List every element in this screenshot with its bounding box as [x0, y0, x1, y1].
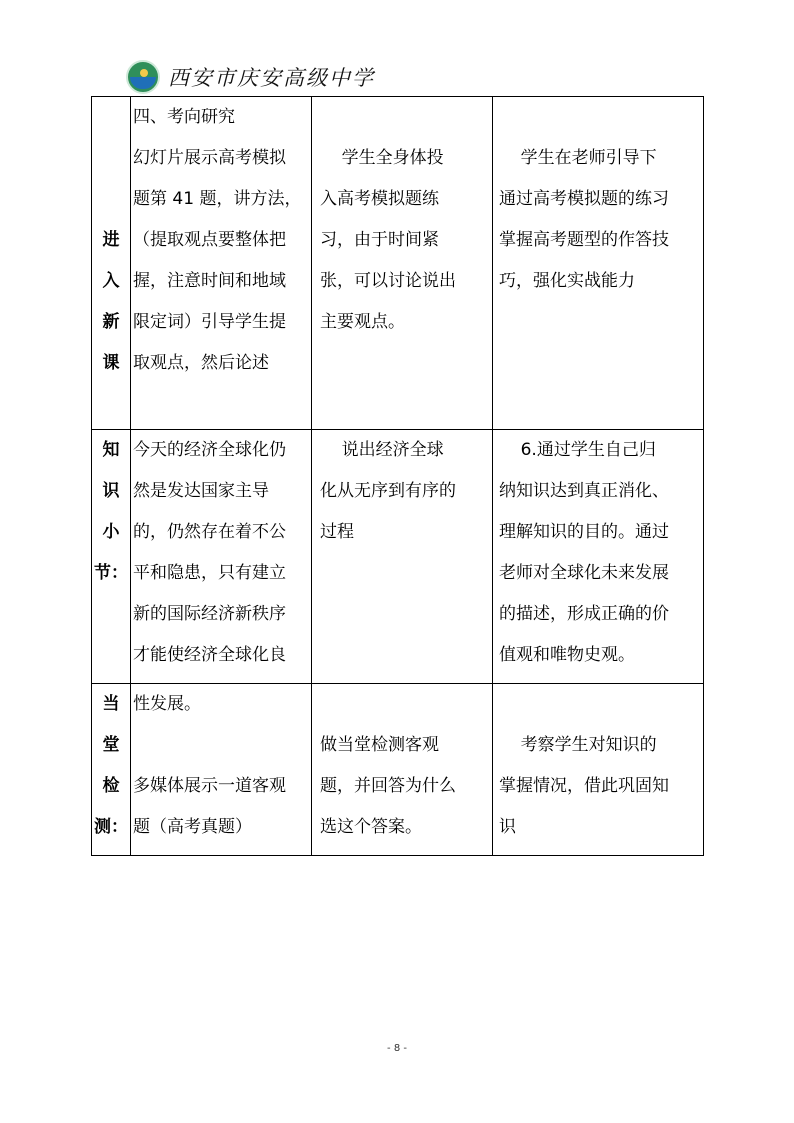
row-label-char: 入: [102, 271, 120, 291]
table-row: [92, 97, 704, 430]
cell-text-line: [131, 725, 311, 766]
cell-text-line: [312, 684, 492, 725]
cell-text-line: [493, 684, 703, 725]
row-label-char: 知: [102, 440, 120, 460]
cell-text-line: 老师对全球化未来发展: [499, 563, 669, 583]
cell-col2: [312, 97, 493, 430]
cell-col2: [312, 684, 493, 856]
cell-col1: [131, 684, 312, 856]
cell-text-line: 幻灯片展示高考模拟: [133, 148, 286, 168]
cell-text-line: 然是发达国家主导: [133, 481, 269, 501]
page-number: - 8 -: [387, 1043, 407, 1054]
cell-text-line: 学生全身体投: [320, 148, 444, 168]
cell-text-line: 题，并回答为什么: [320, 776, 456, 796]
cell-text-line: 过程: [320, 522, 354, 542]
row-label-char: 课: [102, 353, 120, 373]
cell-text-line: 握，注意时间和地域: [133, 271, 286, 291]
cell-text-line: 6.通过学生自己归: [499, 440, 656, 460]
school-logo-icon: [126, 60, 160, 94]
row-label-char: 堂: [102, 735, 120, 755]
table-row: [92, 684, 704, 856]
cell-text-line: 今天的经济全球化仍: [133, 440, 286, 460]
cell-text-line: 掌握情况，借此巩固知: [499, 776, 669, 796]
cell-col3: [493, 684, 704, 856]
cell-text-line: 主要观点。: [320, 312, 405, 332]
row-label-char: 当: [102, 694, 120, 714]
row-label-char: 识: [102, 481, 120, 501]
row-label: [92, 684, 131, 856]
cell-col3: [493, 430, 704, 684]
school-name: 西安市庆安高级中学: [168, 66, 375, 90]
cell-text-line: 考察学生对知识的: [499, 735, 657, 755]
row-label-char: 进: [102, 230, 120, 250]
cell-text-line: 做当堂检测客观: [320, 735, 439, 755]
cell-text-line: 四、考向研究: [133, 107, 235, 127]
cell-text-line: 平和隐患，只有建立: [133, 563, 286, 583]
cell-text-line: 入高考模拟题练: [320, 189, 439, 209]
row-label-char: 小: [102, 522, 120, 542]
cell-text-line: 的，仍然存在着不公: [133, 522, 286, 542]
cell-text-line: [312, 97, 492, 138]
cell-text-line: 多媒体展示一道客观: [133, 776, 286, 796]
row-label-char: 节：: [94, 563, 128, 583]
cell-text-line: 题第 41 题，讲方法，: [133, 189, 302, 209]
cell-text-line: 掌握高考题型的作答技: [499, 230, 669, 250]
page-header: [126, 60, 375, 94]
cell-text-line: 化从无序到有序的: [320, 481, 456, 501]
cell-col3: [493, 97, 704, 430]
cell-text-line: 题（高考真题）: [133, 817, 252, 837]
cell-text-line: 识: [499, 817, 516, 837]
cell-text-line: 巧，强化实战能力: [499, 271, 635, 291]
cell-col2: [312, 430, 493, 684]
cell-text-line: 选这个答案。: [320, 817, 422, 837]
cell-text-line: 性发展。: [133, 694, 201, 714]
cell-text-line: 理解知识的目的。通过: [499, 522, 669, 542]
row-label-char: 新: [102, 312, 120, 332]
cell-text-line: 值观和唯物史观。: [499, 645, 635, 665]
table-row: [92, 430, 704, 684]
cell-text-line: 习，由于时间紧: [320, 230, 439, 250]
cell-text-line: 限定词）引导学生提: [133, 312, 286, 332]
cell-text-line: 才能使经济全球化良: [133, 645, 286, 665]
cell-text-line: 新的国际经济新秩序: [133, 604, 286, 624]
row-label: [92, 97, 131, 430]
cell-text-line: 取观点，然后论述: [133, 353, 269, 373]
cell-text-line: 说出经济全球: [320, 440, 444, 460]
cell-text-line: 纳知识达到真正消化、: [499, 481, 669, 501]
cell-col1: [131, 430, 312, 684]
cell-text-line: 张，可以讨论说出: [320, 271, 456, 291]
cell-text-line: 学生在老师引导下: [499, 148, 657, 168]
cell-text-line: （提取观点要整体把: [133, 230, 286, 250]
cell-text-line: [493, 97, 703, 138]
lesson-table: [91, 96, 704, 856]
row-label-char: 检: [102, 776, 120, 796]
cell-text-line: 通过高考模拟题的练习: [499, 189, 669, 209]
cell-col1: [131, 97, 312, 430]
cell-text-line: 的描述，形成正确的价: [499, 604, 669, 624]
row-label: [92, 430, 131, 684]
row-label-char: 测：: [94, 817, 128, 837]
